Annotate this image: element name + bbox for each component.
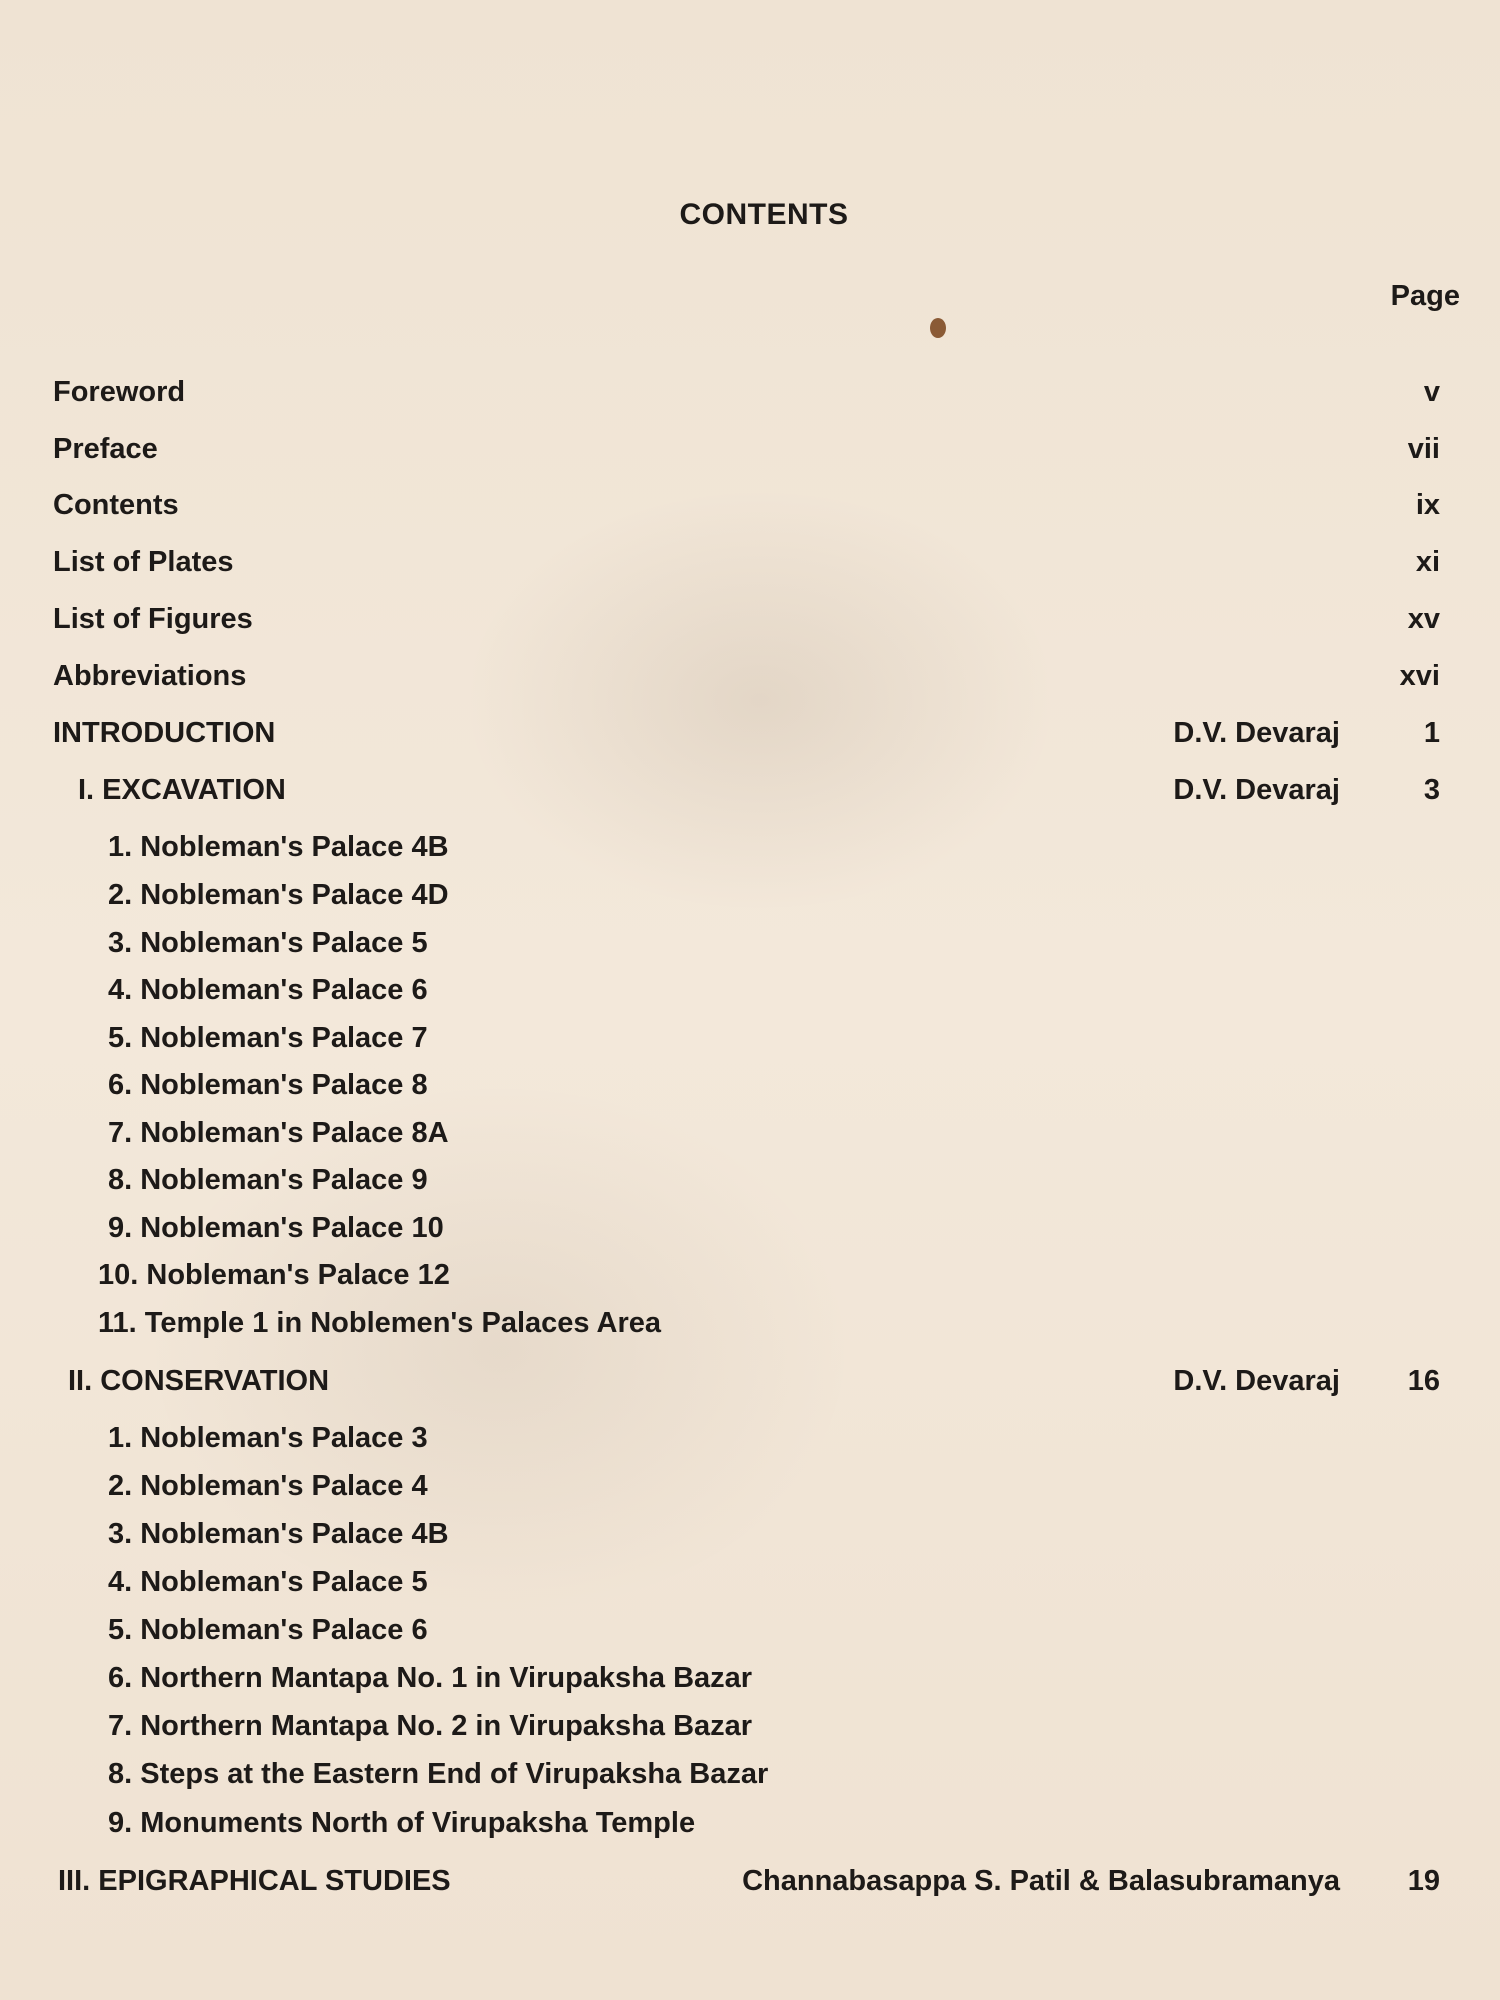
toc-page: xvi xyxy=(1399,660,1440,692)
toc-label: 7. Northern Mantapa No. 2 in Virupaksha Bazar xyxy=(108,1710,753,1742)
toc-label: Preface xyxy=(53,433,158,465)
toc-label: 3. Nobleman's Palace 5 xyxy=(108,927,428,959)
toc-subentry xyxy=(0,1020,1500,1056)
toc-entry xyxy=(0,544,1500,580)
toc-subentry xyxy=(0,1805,1500,1841)
toc-entry xyxy=(0,431,1500,467)
toc-page: 19 xyxy=(1407,1865,1440,1897)
toc-subentry xyxy=(0,1564,1500,1600)
toc-label: 4. Nobleman's Palace 6 xyxy=(108,974,428,1006)
toc-label: Contents xyxy=(53,489,179,521)
toc-page: xv xyxy=(1407,603,1440,635)
toc-subentry xyxy=(0,1612,1500,1648)
toc-label: List of Plates xyxy=(53,546,234,578)
toc-label: List of Figures xyxy=(53,603,253,635)
toc-subentry xyxy=(0,1756,1500,1792)
toc-label: 2. Nobleman's Palace 4D xyxy=(108,879,449,911)
ink-spot xyxy=(930,318,946,338)
toc-label: 9. Nobleman's Palace 10 xyxy=(108,1212,444,1244)
toc-label: 8. Nobleman's Palace 9 xyxy=(108,1164,428,1196)
toc-page: ix xyxy=(1415,489,1440,521)
toc-label: III. EPIGRAPHICAL STUDIES xyxy=(58,1865,451,1897)
toc-label: 11. Temple 1 in Noblemen's Palaces Area xyxy=(98,1307,661,1339)
toc-subentry xyxy=(0,1660,1500,1696)
toc-label: 8. Steps at the Eastern End of Virupaksha Bazar xyxy=(108,1758,769,1790)
toc-label: 7. Nobleman's Palace 8A xyxy=(108,1117,449,1149)
toc-subentry xyxy=(0,1305,1500,1341)
toc-label: INTRODUCTION xyxy=(53,717,276,749)
toc-author: D.V. Devaraj xyxy=(1173,717,1340,749)
toc-label: II. CONSERVATION xyxy=(68,1365,330,1397)
toc-page: vii xyxy=(1407,433,1440,465)
toc-section xyxy=(0,772,1500,808)
toc-subentry xyxy=(0,925,1500,961)
toc-entry xyxy=(0,601,1500,637)
toc-page: 16 xyxy=(1407,1365,1440,1397)
toc-label: 6. Nobleman's Palace 8 xyxy=(108,1069,428,1101)
toc-subentry xyxy=(0,1420,1500,1456)
toc-label: I. EXCAVATION xyxy=(78,774,286,806)
toc-author: D.V. Devaraj xyxy=(1173,1365,1340,1397)
toc-subentry xyxy=(0,1516,1500,1552)
toc-label: Abbreviations xyxy=(53,660,247,692)
toc-label: 1. Nobleman's Palace 4B xyxy=(108,831,449,863)
toc-subentry xyxy=(0,972,1500,1008)
toc-page: v xyxy=(1423,376,1440,408)
toc-entry xyxy=(0,658,1500,694)
toc-label: 4. Nobleman's Palace 5 xyxy=(108,1566,428,1598)
toc-subentry xyxy=(0,1210,1500,1246)
toc-section xyxy=(0,715,1500,751)
toc-label: 3. Nobleman's Palace 4B xyxy=(108,1518,449,1550)
toc-label: 10. Nobleman's Palace 12 xyxy=(98,1259,450,1291)
toc-section xyxy=(0,1863,1500,1899)
toc-subentry xyxy=(0,877,1500,913)
toc-entry xyxy=(0,487,1500,523)
toc-label: 9. Monuments North of Virupaksha Temple xyxy=(108,1807,696,1839)
toc-label: Foreword xyxy=(53,376,186,408)
toc-section xyxy=(0,1363,1500,1399)
toc-subentry xyxy=(0,1708,1500,1744)
toc-page: xi xyxy=(1415,546,1440,578)
page-title: CONTENTS xyxy=(679,198,849,231)
toc-subentry xyxy=(0,1067,1500,1103)
toc-author: Channabasappa S. Patil & Balasubramanya xyxy=(742,1865,1340,1897)
toc-label: 1. Nobleman's Palace 3 xyxy=(108,1422,428,1454)
toc-author: D.V. Devaraj xyxy=(1173,774,1340,806)
toc-subentry xyxy=(0,1468,1500,1504)
toc-entry xyxy=(0,374,1500,410)
page-column-header: Page xyxy=(1390,280,1460,312)
toc-subentry xyxy=(0,1162,1500,1198)
toc-page: 1 xyxy=(1423,717,1440,749)
toc-subentry xyxy=(0,1257,1500,1293)
toc-label: 5. Nobleman's Palace 7 xyxy=(108,1022,428,1054)
toc-label: 5. Nobleman's Palace 6 xyxy=(108,1614,428,1646)
toc-label: 2. Nobleman's Palace 4 xyxy=(108,1470,428,1502)
toc-label: 6. Northern Mantapa No. 1 in Virupaksha Bazar xyxy=(108,1662,753,1694)
toc-subentry xyxy=(0,829,1500,865)
toc-subentry xyxy=(0,1115,1500,1151)
toc-page: 3 xyxy=(1423,774,1440,806)
